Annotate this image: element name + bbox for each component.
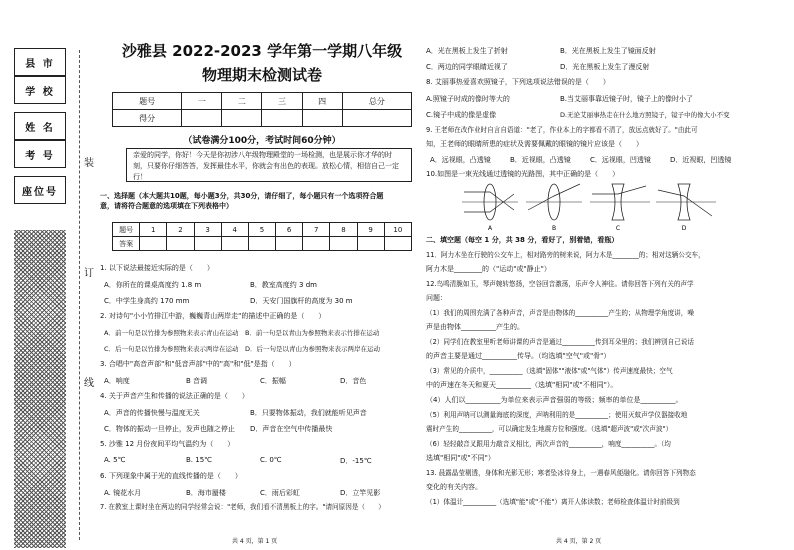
lens-label-b: B — [551, 225, 557, 232]
option-1c: C．中学生身高约 170 mm — [104, 297, 190, 305]
option-3c: C．振幅 — [260, 377, 286, 385]
field-exam-number: 考 号 — [14, 140, 66, 168]
option-6b: B．海市蜃楼 — [186, 489, 226, 497]
section2-heading: 二、填空题（每空 1 分，共 38 分，看好了，别着错，看瓶） — [426, 236, 619, 244]
answer-table-cell: 5 — [248, 223, 275, 237]
answer-table-cell — [248, 237, 275, 251]
exam-info: （试卷满分100分，考试时间60分钟） — [183, 136, 341, 146]
answer-table-cell: 9 — [357, 223, 384, 237]
question-12-3-line2: 中的声速在冬天和夏天__________（选填"相同"或"不相同"）。 — [426, 381, 618, 389]
question-12-4: （4）人们以__________为单位来表示声音强弱的等级；频率的单位是__________。 — [426, 396, 683, 404]
option-9a: A．远视眼，凸透镜 — [430, 156, 491, 164]
score-table-cell — [302, 110, 342, 127]
option-7c: C．两边的同学眼睛近视了 — [426, 63, 508, 71]
question-3: 3. 合唱中"高音声部"和"低音声部"中的"高"和"低"是指（ ） — [100, 360, 296, 368]
question-12-2-line1: （2）同学们在教室里听老师讲课的声音是通过__________传到耳朵里的；我们辨别自己说话 — [426, 338, 694, 346]
question-11-line1: 11．阿力木坐在行驶的公交车上，相对路旁的树来说，阿力木是________的；相对这辆公交车， — [426, 251, 705, 259]
seal-char-xian: 线 — [84, 378, 94, 389]
binding-hatch-pattern — [14, 230, 66, 548]
option-9d: D．近视眼，凹透镜 — [670, 156, 732, 164]
field-seat-number: 座位号 — [14, 176, 66, 204]
score-table-cell: 得分 — [113, 110, 182, 127]
option-7d: D．光在黑板上发生了漫反射 — [560, 63, 650, 71]
answer-table-cell — [221, 237, 248, 251]
question-12-line1: 12.鸟鸣清脆如玉，琴声婉转悠扬，空谷回音激荡，乐声令人神往。请你回答下列有关的声学 — [426, 280, 694, 288]
option-4a: A．声音的传播快慢与温度无关 — [104, 409, 200, 417]
score-table-cell — [182, 110, 222, 127]
score-table-cell — [222, 110, 262, 127]
question-12-1-line1: （1）我们的周围充满了各种声音，声音是由物体的__________产生的；从物理学角度讲，噪 — [426, 309, 694, 317]
binding-dashed-line — [79, 50, 80, 540]
score-table-cell: 二 — [222, 93, 262, 110]
question-12-1-line2: 声是由物体__________产生的。 — [426, 323, 524, 331]
answer-table-cell — [167, 237, 194, 251]
option-7a: A．光在黑板上发生了折射 — [426, 47, 508, 55]
answer-table-cell — [194, 237, 221, 251]
score-table-cell: 三 — [262, 93, 302, 110]
option-6c: C．雨后彩虹 — [260, 489, 300, 497]
answer-table-cell — [140, 237, 167, 251]
option-4c: C．物体的振动一旦停止，发声也随之停止 — [104, 425, 235, 433]
option-8c: C.镜子中成的像是虚像 — [426, 111, 497, 119]
question-4: 4. 关于声音产生和传播的说法正确的是（ ） — [100, 392, 249, 400]
section1-heading-line1: 一、选择题（本大题共10题，每小题3分，共30分，请仔细了，每小题只有一个选项符合题 — [100, 192, 384, 200]
option-5c: C. 0℃ — [260, 456, 282, 464]
question-12-line2: 问题： — [426, 294, 447, 302]
lens-figure-a — [462, 184, 518, 232]
question-13-line2: 变化的有关内容。 — [426, 483, 482, 491]
page-footer-1: 共 4 页，第 1 页 — [232, 538, 278, 545]
field-county: 县 市 — [14, 48, 66, 76]
answer-table-cell: 题号 — [113, 223, 140, 237]
greeting-box: 亲爱的同学，你好！今天是你初涉八年级物理殿堂的一场检测，也是展示你才华的时刻，只要你仔细答答，发挥最佳水平，你就会有出色的表现。放松心情，相信自己一定行！ — [126, 148, 412, 182]
answer-table-cell: 8 — [330, 223, 357, 237]
answer-table-cell: 1 — [140, 223, 167, 237]
question-11-line2: 阿力木是________的（"运动"或"静止"） — [426, 265, 551, 273]
option-8a: A.照镜子时成的像时等大的 — [426, 95, 510, 103]
score-table-cell: 一 — [182, 93, 222, 110]
question-2: 2. 对诗句"小小竹排江中游，巍巍青山两岸走"的描述中正确的是（ ） — [100, 312, 326, 320]
section1-heading-line2: 意，请将符合题意的选项填在下列表格中） — [100, 202, 233, 210]
binding-column — [12, 40, 68, 548]
exam-title-line1: 沙雅县 2022-2023 学年第一学期八年级 — [121, 42, 403, 60]
option-4b: B．只要物体振动，我们就能听见声音 — [250, 409, 367, 417]
option-1b: B．教室高度约 3 dm — [250, 281, 317, 289]
option-5d: D．-15℃ — [340, 457, 372, 465]
score-table-cell — [262, 110, 302, 127]
lens-label-a: A — [487, 225, 493, 232]
question-9-line2: 知，王老师的眼睛所患的症状及需要佩戴的眼镜的镜片应该是（ ） — [426, 140, 643, 148]
option-9b: B．近视眼，凸透镜 — [510, 156, 571, 164]
question-13-line1: 13. 晨露晶莹剔透，身体和光影无形；寒者坠冰待身上，一遇春风便融化。请你回答下列物态 — [426, 469, 696, 477]
option-7b: B．光在黑板上发生了镜面反射 — [560, 47, 656, 55]
field-school: 学 校 — [14, 76, 66, 104]
answer-table-cell — [303, 237, 330, 251]
score-table-cell: 四 — [302, 93, 342, 110]
option-5a: A. 5℃ — [104, 456, 126, 464]
option-1d: D．天安门国旗杆的高度为 30 m — [250, 297, 353, 305]
page-footer-2: 共 4 页，第 2 页 — [556, 538, 602, 545]
option-4d: D．声音在空气中传播最快 — [250, 425, 333, 433]
score-table-cell: 总分 — [342, 93, 411, 110]
field-name: 姓 名 — [14, 112, 66, 140]
option-2ab: A．前一句是以竹排为参照物来表示青山在运动 B．前一句是以青山为参照物来表示竹排在运动 — [104, 329, 380, 337]
option-6a: A. 镜花水月 — [104, 489, 142, 497]
option-3d: D．音色 — [340, 377, 367, 385]
question-8: 8. 艾丽事热爱喜欢照镜子，下列选项说法错误的是（ ） — [426, 78, 610, 86]
question-6: 6. 下列现象中属于光的直线传播的是（ ） — [100, 472, 242, 480]
answer-table-cell — [357, 237, 384, 251]
question-13-1: （1）体温计__________（选填"能"或"不能"）离开人体读数；老师检查体温计时前级到 — [426, 498, 680, 506]
question-7: 7. 在教室上课时坐在两边的同学经常会说："老师，我们看不清黑板上的字。"请问原因是（ ） — [100, 503, 385, 511]
question-12-2-line2: 的声音主要是通过__________传导。（均选填"空气"或"骨"） — [426, 352, 611, 360]
answer-table-cell: 4 — [221, 223, 248, 237]
question-12-6-line2: 选填"相同"或"不同"） — [426, 454, 495, 462]
answer-table-cell — [384, 237, 411, 251]
answer-table-cell: 6 — [276, 223, 303, 237]
exam-title-line2: 物理期末检测试卷 — [201, 66, 322, 84]
option-1a: A．你所在的课桌高度约 1.8 m — [104, 281, 202, 289]
question-12-5-line1: （5）利用声呐可以测量海底的深度，声呐利用的是__________；使用灭蚊声学仪器接收地 — [426, 411, 688, 419]
option-8b: B.当艾丽事靠近镜子时，镜子上的像时小了 — [560, 95, 694, 103]
lens-figure-b — [526, 184, 582, 232]
seal-char-ding: 订 — [84, 268, 94, 279]
lens-label-c: C — [615, 225, 621, 232]
option-2cd: C．后一句是以竹排为参照物来表示两岸在运动 D．后一句是以青山为参照物来表示两岸在运动 — [104, 345, 381, 353]
lens-label-d: D — [681, 225, 687, 232]
option-3a: A．响度 — [104, 377, 130, 385]
score-table-cell: 题号 — [113, 93, 182, 110]
lens-figure-c — [590, 184, 650, 232]
question-1: 1. 以下说法最接近实际的是（ ） — [100, 264, 214, 272]
score-table — [112, 92, 412, 127]
answer-table-cell: 2 — [167, 223, 194, 237]
lens-figure-d — [656, 184, 716, 232]
answer-table-cell: 答案 — [113, 237, 140, 251]
option-9c: C．远视眼，凹透镜 — [590, 156, 651, 164]
lens-diagram — [462, 180, 722, 232]
question-12-6-line1: （6）轻轻敲音叉跟用力敲音叉相比，两次声音的__________，响度__________。（均 — [426, 440, 671, 448]
answer-table-cell — [276, 237, 303, 251]
option-3b: B 音调 — [186, 377, 208, 385]
answer-table-cell — [330, 237, 357, 251]
answer-table — [112, 222, 412, 251]
option-5b: B. 15℃ — [186, 456, 213, 464]
score-table-cell — [342, 110, 411, 127]
question-9-line1: 9. 王老师在改作业时自言自语道："老了，作业本上的字都看不清了，放远点就好了。"由此可 — [426, 126, 698, 134]
question-10: 10.如图是一束光线通过透镜的光路图，其中正确的是（ ） — [426, 170, 620, 178]
question-5: 5. 沙雅 12 月份夜间平均气温约为（ ） — [100, 440, 235, 448]
answer-table-cell: 10 — [384, 223, 411, 237]
option-8d: D.无论艾丽事热走在什么地方照镜子，镜子中的像大小不变 — [560, 111, 730, 119]
seal-char-zhuang: 装 — [84, 158, 94, 169]
answer-table-cell: 7 — [303, 223, 330, 237]
answer-table-cell: 3 — [194, 223, 221, 237]
question-12-5-line2: 震时产生的__________，可以确定发生地震方位和强度。（选填"超声波"或"次声波"） — [426, 425, 673, 433]
option-6d: D．立竿见影 — [340, 489, 381, 497]
question-12-3-line1: （3）常见的介质中，__________（选填"固体""液体"或"气体"）传声速度最快；空气 — [426, 367, 673, 375]
